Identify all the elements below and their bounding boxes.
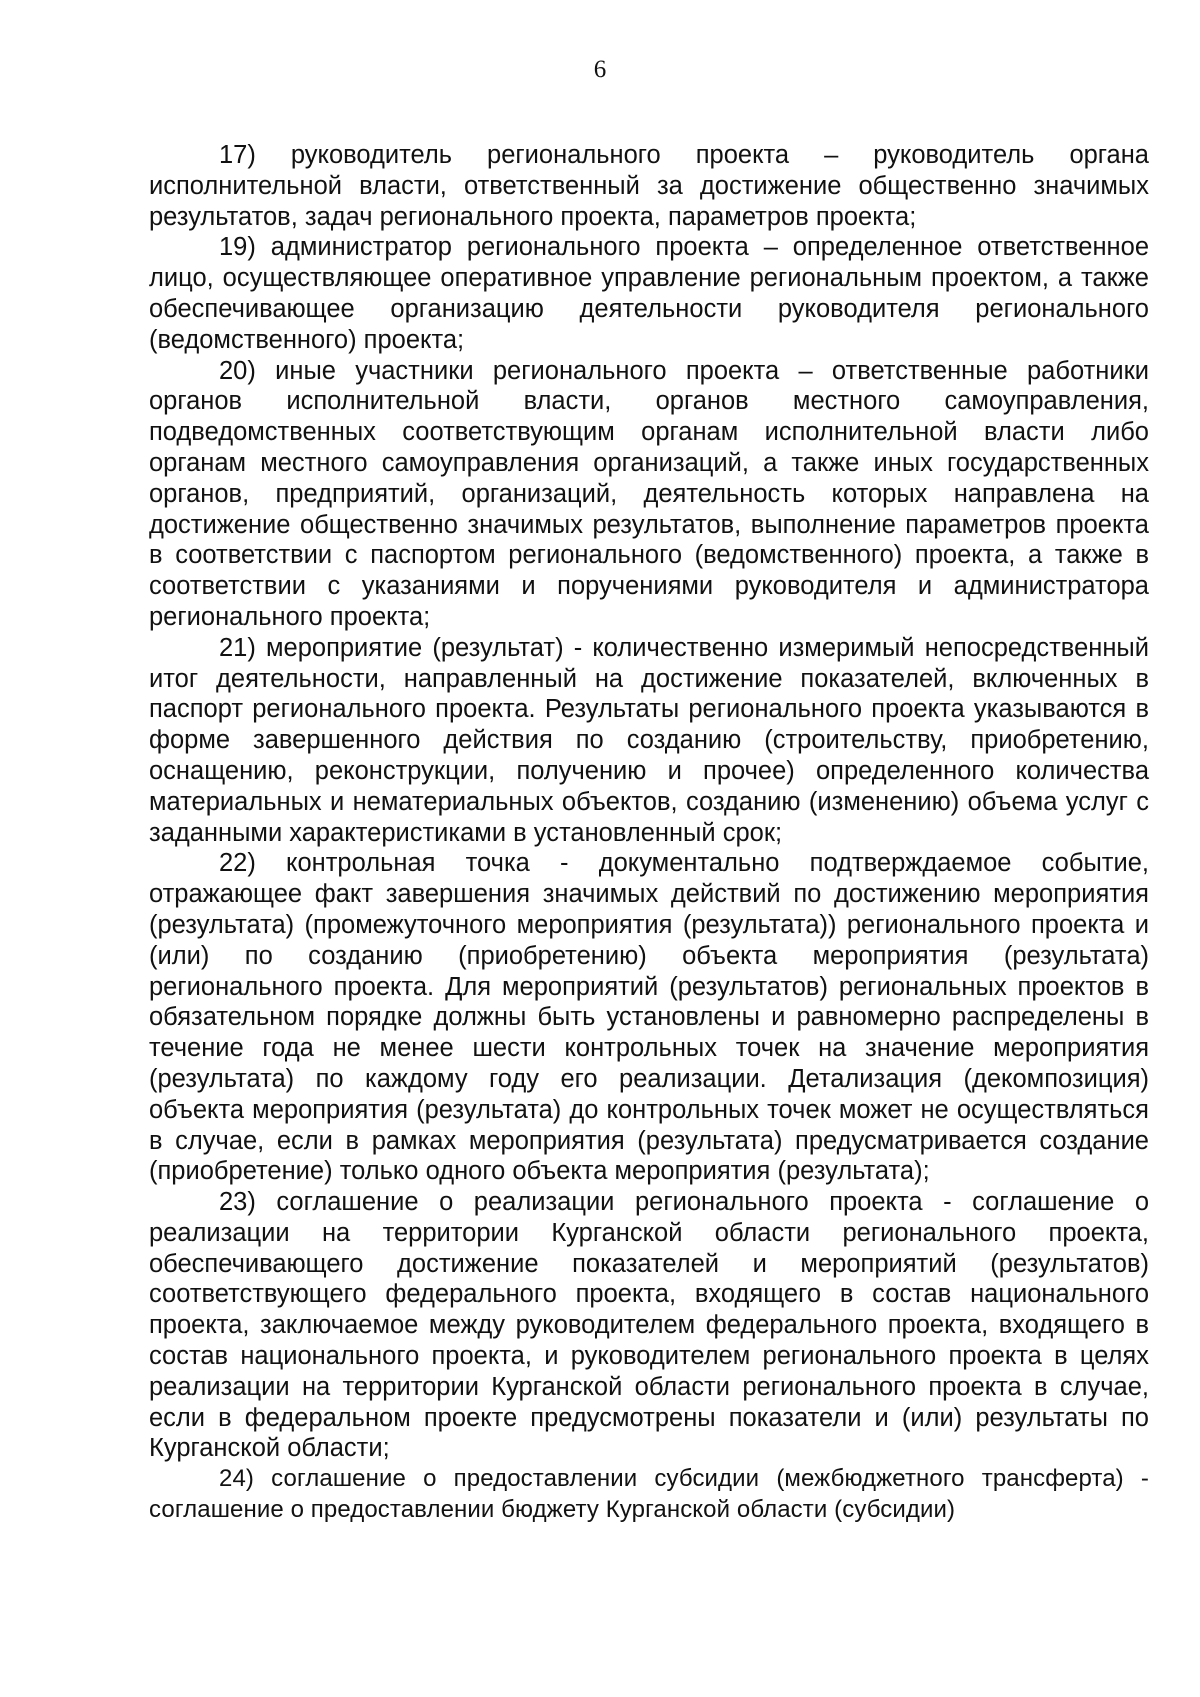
paragraph-item-22: 22) контрольная точка - документально подтверждаемое событие, отражающее факт завершения значимых действий по достижению мероприятия (результата) (промежуточного мероприятия (результата)) регионального проекта и (или) по созданию (приобретению) объекта мероприятия (результата) регионального проекта. Для мероприятий (результатов) региональных проектов в обязательном порядке должны быть установлены и равномерно распределены в течение года не менее шести контрольных точек на значение мероприятия (результата) по каждому году его реализации. Детализация (декомпозиция) объекта мероприятия (результата) до контрольных точек может не осуществляться в случае, если в рамках мероприятия (результата) предусматривается создание (приобретение) только одного объекта мероприятия (результата); [149,849,1149,1186]
paragraph-item-17: 17) руководитель регионального проекта – руководитель органа исполнительной власти, ответственный за достижение общественно значимых результатов, задач регионального проекта, параметров проекта; [149,141,1149,231]
paragraph-item-20: 20) иные участники регионального проекта – ответственные работники органов исполнительной власти, органов местного самоуправления, подведомственных соответствующим органам исполнительной власти либо органам местного самоуправления организаций, а также иных государственных органов, предприятий, организаций, деятельность которых направлена на достижение общественно значимых результатов, выполнение параметров проекта в соответствии с паспортом регионального (ведомственного) проекта, а также в соответствии с указаниями и поручениями руководителя и администратора регионального проекта; [149,356,1149,631]
page-number: 6 [593,56,607,83]
paragraph-item-21: 21) мероприятие (результат) - количественно измеримый непосредственный итог деятельности, направленный на достижение показателей, включенных в паспорт регионального проекта. Результаты регионального проекта указываются в форме завершенного действия по созданию (строительству, приобретению, оснащению, реконструкции, получению и прочее) определенного количества материальных и нематериальных объектов, созданию (изменению) объема услуг с заданными характеристиками в установленный срок; [149,633,1149,847]
paragraph-item-19: 19) администратор регионального проекта – определенное ответственное лицо, осуществляющее оперативное управление региональным проектом, а также обеспечивающее организацию деятельности руководителя регионального (ведомственного) проекта; [149,233,1149,354]
paragraph-item-24: 24) соглашение о предоставлении субсидии (межбюджетного трансферта) - соглашение о предоставлении бюджету Курганской области (субсидии) [149,1465,1149,1524]
paragraph-item-23: 23) соглашение о реализации регионального проекта - соглашение о реализации на территории Курганской области регионального проекта, обеспечивающего достижение показателей и мероприятий (результатов) соответствующего федерального проекта, входящего в состав национального проекта, заключаемое между руководителем федерального проекта, входящего в состав национального проекта, и руководителем регионального проекта в целях реализации на территории Курганской области регионального проекта в случае, если в федеральном проекте предусмотрены показатели и (или) результаты по Курганской области; [149,1188,1149,1463]
document-body [149,140,1149,1526]
